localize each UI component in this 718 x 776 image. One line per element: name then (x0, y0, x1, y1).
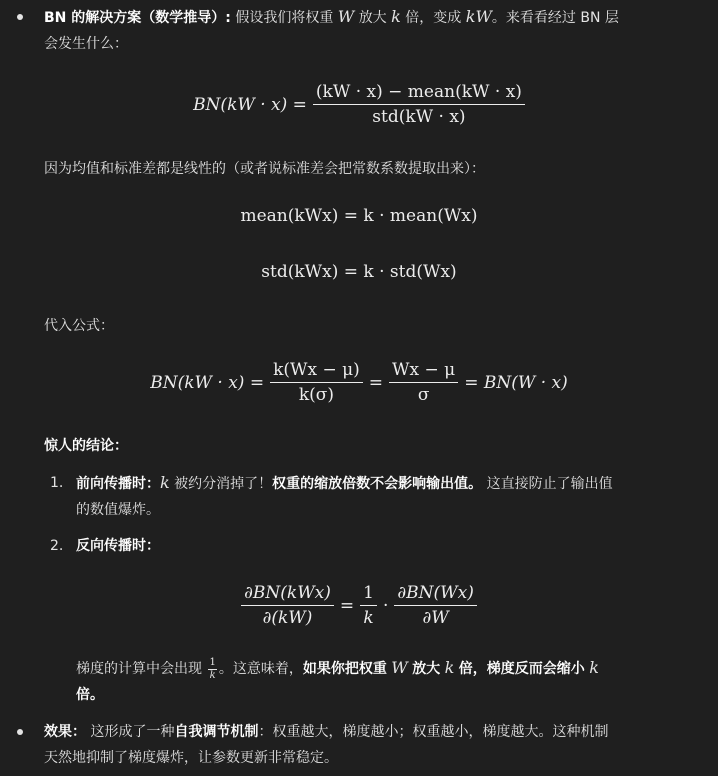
text-span: 这形成了一种 (90, 724, 175, 740)
conclusion-title (44, 433, 708, 459)
equals-sign: = (368, 372, 384, 393)
linearity-paragraph: 因为均值和标准差都是线性的（或者说标准差会把常数系数提取出来）： (44, 161, 485, 177)
list-number: 1. (50, 475, 64, 491)
equation-lhs: BN(kW · x) = (193, 94, 307, 115)
dot-operator: · (382, 595, 389, 616)
forward-pass-item (76, 470, 708, 523)
equation-gradient (0, 580, 718, 630)
text-span: 。这意味着， (218, 661, 303, 677)
list-number: 2. (50, 538, 64, 554)
bold-text: 倍。 (76, 687, 104, 703)
bold-text: 放大 (412, 661, 441, 677)
fraction-denominator: k (363, 608, 374, 628)
gradient-paragraph (76, 655, 708, 708)
fraction-denominator: ∂W (422, 608, 449, 628)
bold-text: 倍，梯度反而会缩小 (458, 661, 585, 677)
backward-pass-item (76, 533, 708, 559)
forward-pass-label: 前向传播时： (76, 476, 160, 492)
text-span: 假设我们将权重 (235, 10, 334, 26)
bn-solution-paragraph (44, 4, 708, 57)
equation-fraction (394, 581, 476, 630)
bold-text: 自我调节机制 (174, 724, 259, 740)
math-var: W (337, 7, 355, 26)
fraction-denominator: ∂(kW) (262, 608, 313, 628)
math-var: k (444, 658, 455, 677)
equation-rhs: = BN(W · x) (464, 372, 568, 393)
text-span: 被约分消掉了！ (174, 476, 273, 492)
math-var: kW (465, 7, 492, 26)
fraction-numerator: ∂BN(kWx) (241, 581, 334, 606)
equation-lhs: BN(kW · x) = (150, 372, 265, 393)
text-span: 这直接防止了输出值 (486, 476, 613, 492)
math-var: k (391, 7, 401, 26)
equation-fraction (389, 358, 458, 407)
substitute-label: 代入公式： (44, 318, 114, 334)
text-span: 放大 (358, 10, 387, 26)
fraction-numerator: 1 (209, 656, 216, 668)
text-span: 天然地抑制了梯度爆炸，让参数更新非常稳定。 (44, 750, 338, 766)
fraction-numerator: ∂BN(Wx) (394, 581, 476, 606)
effect-title: 效果： (44, 724, 86, 740)
equation-mean: mean(kWx) = k · mean(Wx) (240, 206, 478, 226)
text-span: 。来看看经过 BN 层 (491, 10, 619, 26)
equation-bn-cancel (0, 358, 718, 407)
text-span: 会发生什么： (44, 36, 128, 52)
fraction-numerator: (kW · x) − mean(kW · x) (313, 80, 525, 105)
effect-paragraph (44, 719, 708, 771)
math-var: k (589, 658, 599, 677)
conclusion-title-text: 惊人的结论： (44, 438, 128, 454)
fraction-numerator: k(Wx − μ) (270, 358, 363, 383)
inline-fraction (208, 658, 216, 681)
equation-fraction (270, 358, 363, 407)
fraction-denominator: k (209, 669, 216, 681)
math-var: W (391, 658, 408, 677)
text-span: 倍，变成 (405, 10, 462, 26)
bullet-point (17, 729, 23, 735)
fraction-denominator: σ (417, 385, 430, 405)
fraction-numerator: 1 (360, 581, 377, 606)
text-span: ：权重越大，梯度越小；权重越小，梯度越大。这种机制 (258, 724, 609, 740)
equation-fraction (360, 581, 377, 630)
equation-bn-scaled (0, 80, 718, 129)
bold-text: 如果你把权重 (302, 661, 387, 677)
fraction-denominator: k(σ) (298, 385, 335, 405)
equals-sign: = (339, 595, 355, 616)
fraction-numerator: Wx − μ (389, 358, 458, 383)
math-var: k (160, 473, 170, 492)
text-span: 的数值爆炸。 (76, 502, 160, 518)
equation-fraction (313, 80, 525, 129)
text-span: 梯度的计算中会出现 (76, 661, 202, 677)
fraction-denominator: std(kW · x) (372, 107, 466, 127)
equation-std: std(kWx) = k · std(Wx) (261, 262, 457, 282)
bold-text: 权重的缩放倍数不会影响输出值。 (272, 476, 483, 492)
bullet-point (17, 14, 23, 20)
bn-solution-title: BN 的解决方案（数学推导）: (44, 10, 231, 26)
equation-fraction (241, 581, 334, 630)
backward-pass-label: 反向传播时： (76, 538, 160, 554)
